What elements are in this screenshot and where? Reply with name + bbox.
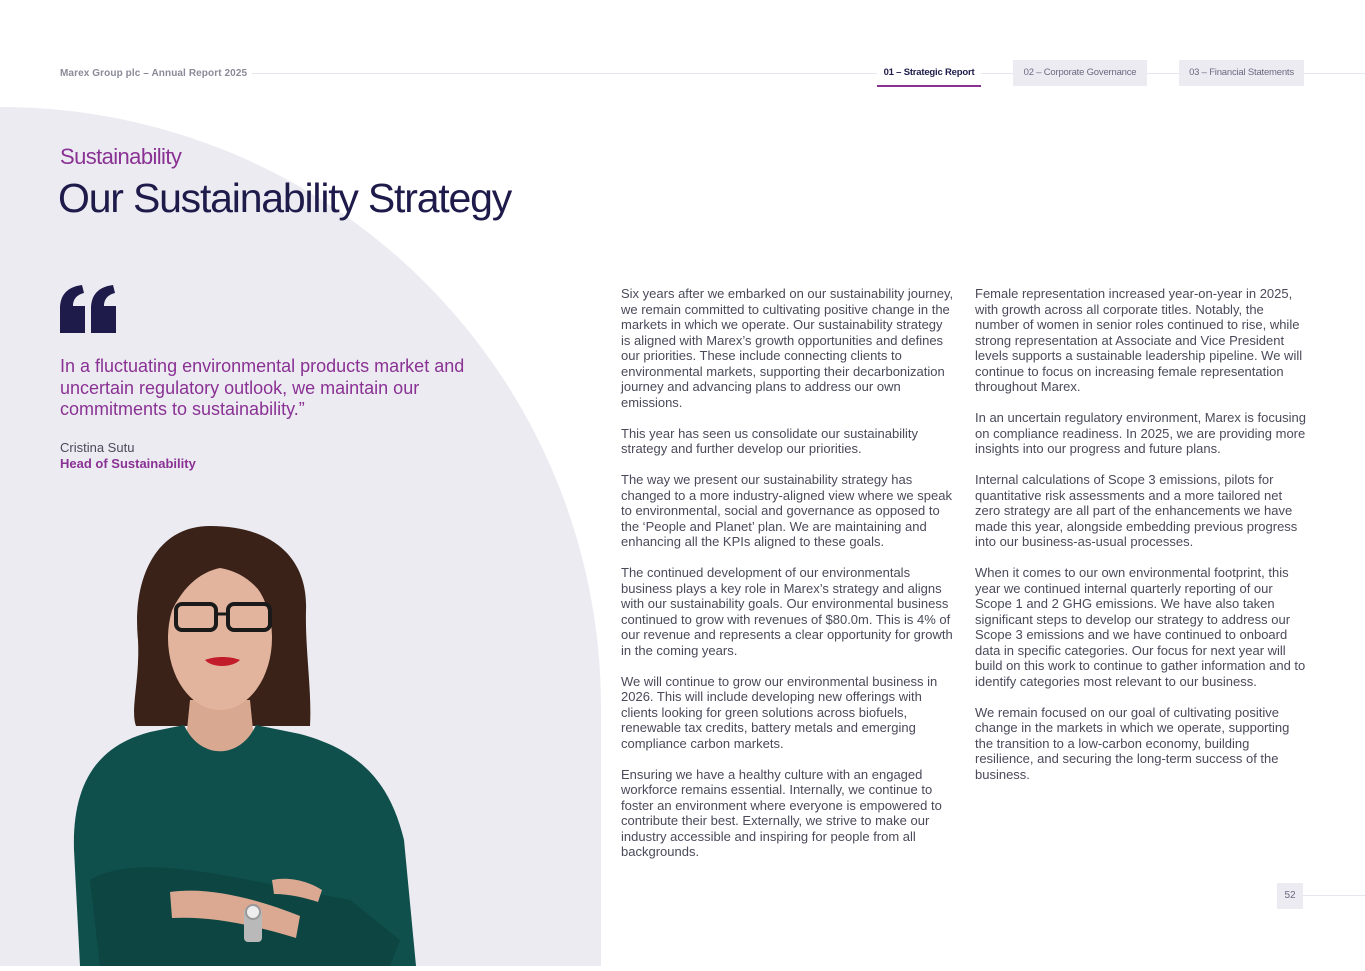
- paragraph: We remain focused on our goal of cultivating positive change in the markets in which we operate, supporting the transition to a low-carbon economy, building resilience, and securing the long-term success of the business.: [975, 704, 1290, 782]
- body-column-right: [975, 286, 1309, 798]
- paragraph: When it comes to our own environmental footprint, this year we continued internal quarterly reporting of our Scope 1 and 2 GHG emissions. We have also taken significant steps to develop our strategy to address our Scope 3 emissions and we have continued to onboard data in specific categories. Our focus for next year will build on this work to continue to gather information and to identify categories most relevant to our business.: [975, 565, 1306, 689]
- quote-mark-icon: [60, 285, 116, 338]
- tab-strategic-report[interactable]: 01 – Strategic Report: [877, 60, 981, 87]
- paragraph: We will continue to grow our environmental business in 2026. This will include developing new offerings with clients looking for green solutions across biofuels, renewable tax credits, battery metals and emerging compliance carbon markets.: [621, 673, 938, 751]
- quote-author-role: Head of Sustainability: [60, 456, 196, 471]
- paragraph: Ensuring we have a healthy culture with an engaged workforce remains essential. Internally, we continue to foster an environment where everyone is empowered to contribute their best. Externally, we strive to make our industry accessible and inspiring for people from all backgrounds.: [621, 766, 942, 859]
- paragraph: Six years after we embarked on our sustainability journey, we remain committed to cultivating positive change in the markets in which we operate. Our sustainability strategy is aligned with Marex’s growth opportunities and defines our priorities. These include connecting clients to environmental markets, supporting their decarbonization journey and advancing plans to address our own emissions.: [621, 286, 954, 410]
- portrait-photo: [60, 520, 430, 966]
- quote-author: Cristina Sutu: [60, 440, 135, 455]
- paragraph: This year has seen us consolidate our sustainability strategy and further develop our priorities.: [621, 425, 918, 456]
- paragraph: The way we present our sustainability strategy has changed to a more industry-aligned view where we speak to environmental, social and governance as opposed to the ‘People and Planet’ plan. We are maintaining and enhancing all the KPIs aligned to these goals.: [621, 472, 952, 549]
- paragraph: Female representation increased year-on-year in 2025, with growth across all corporate titles. Notably, the number of women in senior roles continued to rise, while strong representation at Associate and Vice President levels supports a sustainable leadership pipeline. We will continue to focus on increasing female representation throughout Marex.: [975, 286, 1303, 394]
- paragraph: Internal calculations of Scope 3 emissions, pilots for quantitative risk assessments and a more tailored net zero strategy are all part of the enhancements we have made this year, alongside embedding previous progress into our business-as-usual processes.: [975, 472, 1298, 549]
- report-title: Marex Group plc – Annual Report 2025: [60, 68, 248, 79]
- pull-quote: In a fluctuating environmental products market and uncertain regulatory outlook, we maintain our commitments to sustainability.”: [60, 356, 465, 419]
- paragraph: In an uncertain regulatory environment, Marex is focusing on compliance readiness. In 2025, we are providing more insights into our progress and future plans.: [975, 410, 1306, 456]
- section-label: Sustainability: [60, 144, 182, 169]
- footer-divider: [1303, 895, 1365, 896]
- body-column-left: [621, 286, 955, 875]
- tab-financial-statements[interactable]: 03 – Financial Statements: [1179, 60, 1304, 86]
- page-number: 52: [1277, 883, 1303, 909]
- page-title: Our Sustainability Strategy: [58, 175, 511, 221]
- tab-corporate-governance[interactable]: 02 – Corporate Governance: [1013, 60, 1147, 86]
- paragraph: The continued development of our environmentals business plays a key role in Marex’s strategy and aligns with our sustainability goals. Our environmental business continued to grow with revenues of $80.0m. This is 4% of our revenue and represents a clear opportunity for growth in the coming years.: [621, 565, 953, 658]
